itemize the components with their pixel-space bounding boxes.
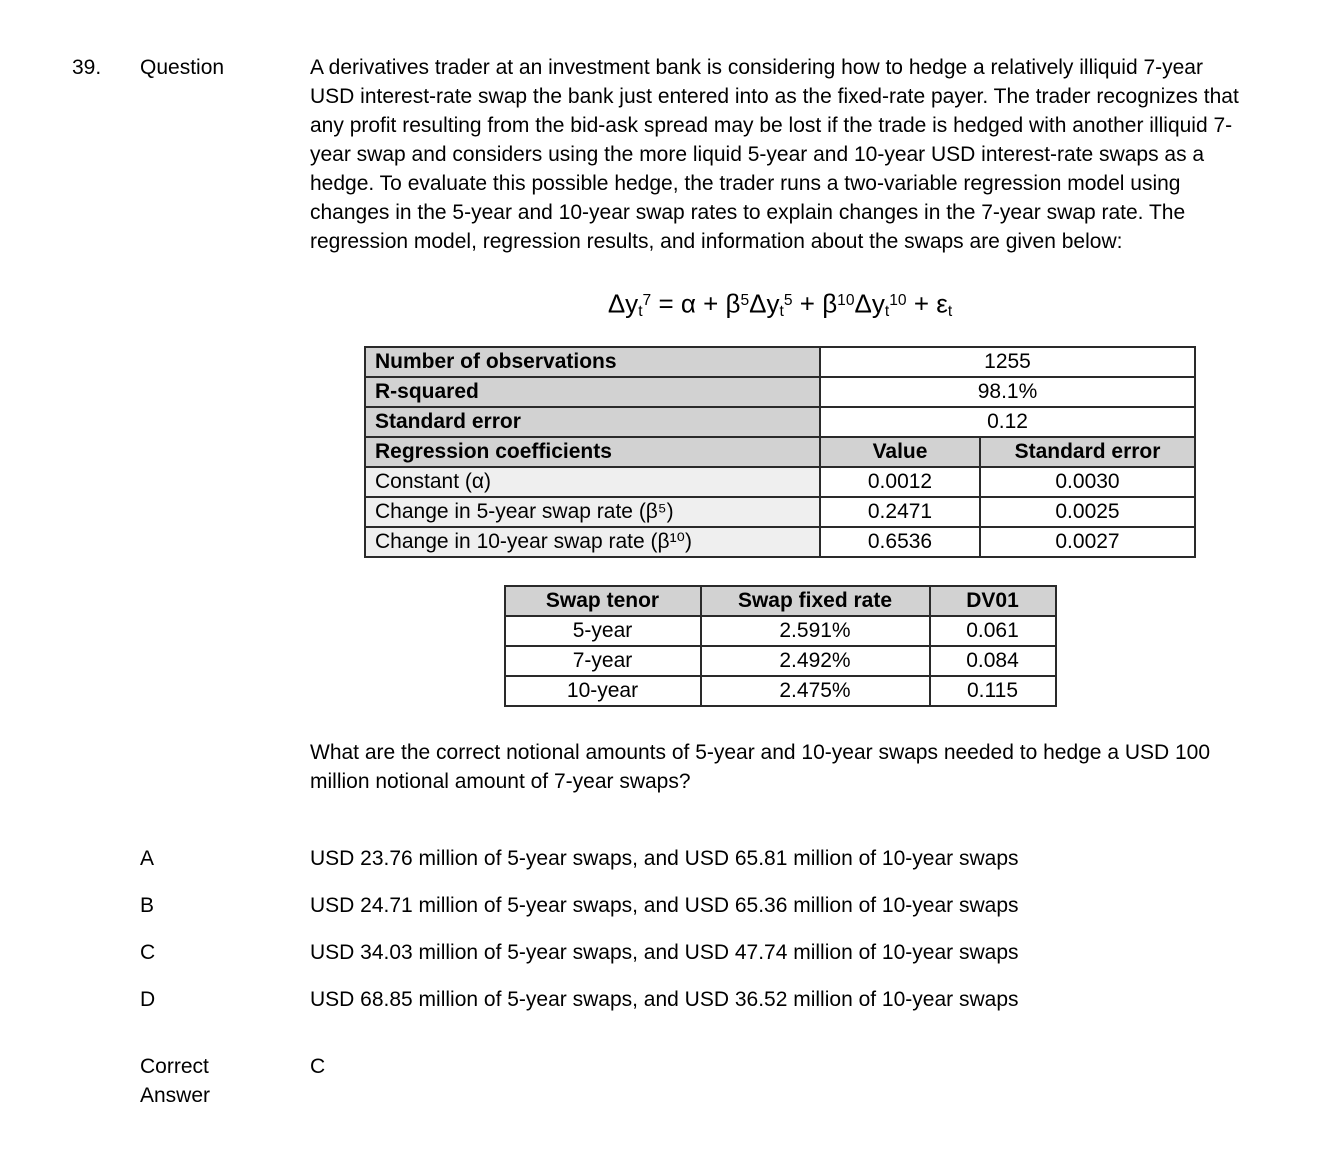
table-row xyxy=(365,497,1195,527)
value-header-cell: Value xyxy=(820,437,980,467)
question-label: Question xyxy=(140,56,225,79)
beta10-se-cell: 0.0027 xyxy=(980,527,1195,557)
option-a-letter: A xyxy=(140,847,155,870)
observations-value-cell: 1255 xyxy=(820,347,1195,377)
stderror-label-cell: Standard error xyxy=(365,407,820,437)
table-row xyxy=(505,676,1056,706)
constant-se-cell: 0.0030 xyxy=(980,467,1195,497)
question-content xyxy=(310,53,1250,796)
table-row xyxy=(365,347,1195,377)
option-d-letter: D xyxy=(140,988,156,1011)
dv01-10y-cell: 0.115 xyxy=(930,676,1056,706)
question-number: 39. xyxy=(72,56,102,79)
beta10-label-cell: Change in 10-year swap rate (β¹⁰) xyxy=(365,527,820,557)
rate-5y-cell: 2.591% xyxy=(701,616,930,646)
beta5-label-cell: Change in 5-year swap rate (β⁵) xyxy=(365,497,820,527)
dv01-5y-cell: 0.061 xyxy=(930,616,1056,646)
option-d xyxy=(72,985,1284,1014)
observations-label-cell: Number of observations xyxy=(365,347,820,377)
table-row xyxy=(365,377,1195,407)
table-row xyxy=(505,616,1056,646)
rate-10y-cell: 2.475% xyxy=(701,676,930,706)
tenor-10y-cell: 10-year xyxy=(505,676,701,706)
option-b-letter: B xyxy=(140,894,155,917)
beta5-se-cell: 0.0025 xyxy=(980,497,1195,527)
option-a-text: USD 23.76 million of 5-year swaps, and USD 65.81 million of 10-year swaps xyxy=(310,847,1019,870)
swap-tenor-header-cell: Swap tenor xyxy=(505,586,701,616)
tenor-5y-cell: 5-year xyxy=(505,616,701,646)
option-b xyxy=(72,891,1284,920)
table-header-row xyxy=(505,586,1056,616)
option-a xyxy=(72,844,1284,873)
regression-results-table xyxy=(364,346,1196,558)
answer-options xyxy=(72,844,1284,1014)
dv01-header-cell: DV01 xyxy=(930,586,1056,616)
rate-7y-cell: 2.492% xyxy=(701,646,930,676)
table-row xyxy=(505,646,1056,676)
beta10-value-cell: 0.6536 xyxy=(820,527,980,557)
question-block xyxy=(72,53,1284,796)
correct-answer-label: Correct Answer xyxy=(140,1055,211,1107)
stderror-value-cell: 0.12 xyxy=(820,407,1195,437)
coefficients-header-cell: Regression coefficients xyxy=(365,437,820,467)
constant-value-cell: 0.0012 xyxy=(820,467,980,497)
swap-info-table xyxy=(504,585,1057,707)
table-header-row xyxy=(365,437,1195,467)
option-c-letter: C xyxy=(140,941,156,964)
regression-formula: $\Delta y_t^7 = \alpha + \beta^5\Delta y_t^5 + \beta^{10}\Delta y_t^{10} + \varepsilon_t$ xyxy=(607,288,953,320)
dv01-7y-cell: 0.084 xyxy=(930,646,1056,676)
constant-label-cell: Constant (α) xyxy=(365,467,820,497)
option-c xyxy=(72,938,1284,967)
swap-rate-header-cell: Swap fixed rate xyxy=(701,586,930,616)
table-row xyxy=(365,527,1195,557)
beta5-value-cell: 0.2471 xyxy=(820,497,980,527)
option-d-text: USD 68.85 million of 5-year swaps, and USD 36.52 million of 10-year swaps xyxy=(310,988,1019,1011)
se-header-cell: Standard error xyxy=(980,437,1195,467)
option-b-text: USD 24.71 million of 5-year swaps, and USD 65.36 million of 10-year swaps xyxy=(310,894,1019,917)
correct-answer-value: C xyxy=(310,1055,326,1078)
tenor-7y-cell: 7-year xyxy=(505,646,701,676)
question-prompt: What are the correct notional amounts of 5-year and 10-year swaps needed to hedge a USD 100 million notional amount of 7-year swaps? xyxy=(310,741,1211,793)
rsquared-label-cell: R-squared xyxy=(365,377,820,407)
option-c-text: USD 34.03 million of 5-year swaps, and USD 47.74 million of 10-year swaps xyxy=(310,941,1019,964)
table-row xyxy=(365,467,1195,497)
rsquared-value-cell: 98.1% xyxy=(820,377,1195,407)
table-row xyxy=(365,407,1195,437)
correct-answer-block xyxy=(72,1052,1284,1110)
question-text: A derivatives trader at an investment bank is considering how to hedge a relatively illiquid 7-year USD interest-rate swap the bank just entered into as the fixed-rate payer. The trader recognizes that any profit resulting from the bid-ask spread may be lost if the trade is hedged with another illiquid 7-year swap and considers using the more liquid 5-year and 10-year USD interest-rate swaps as a hedge. To evaluate this possible hedge, the trader runs a two-variable regression model using changes in the 5-year and 10-year swap rates to explain changes in the 7-year swap rate. The regression model, regression results, and information about the swaps are given below: xyxy=(310,56,1239,253)
